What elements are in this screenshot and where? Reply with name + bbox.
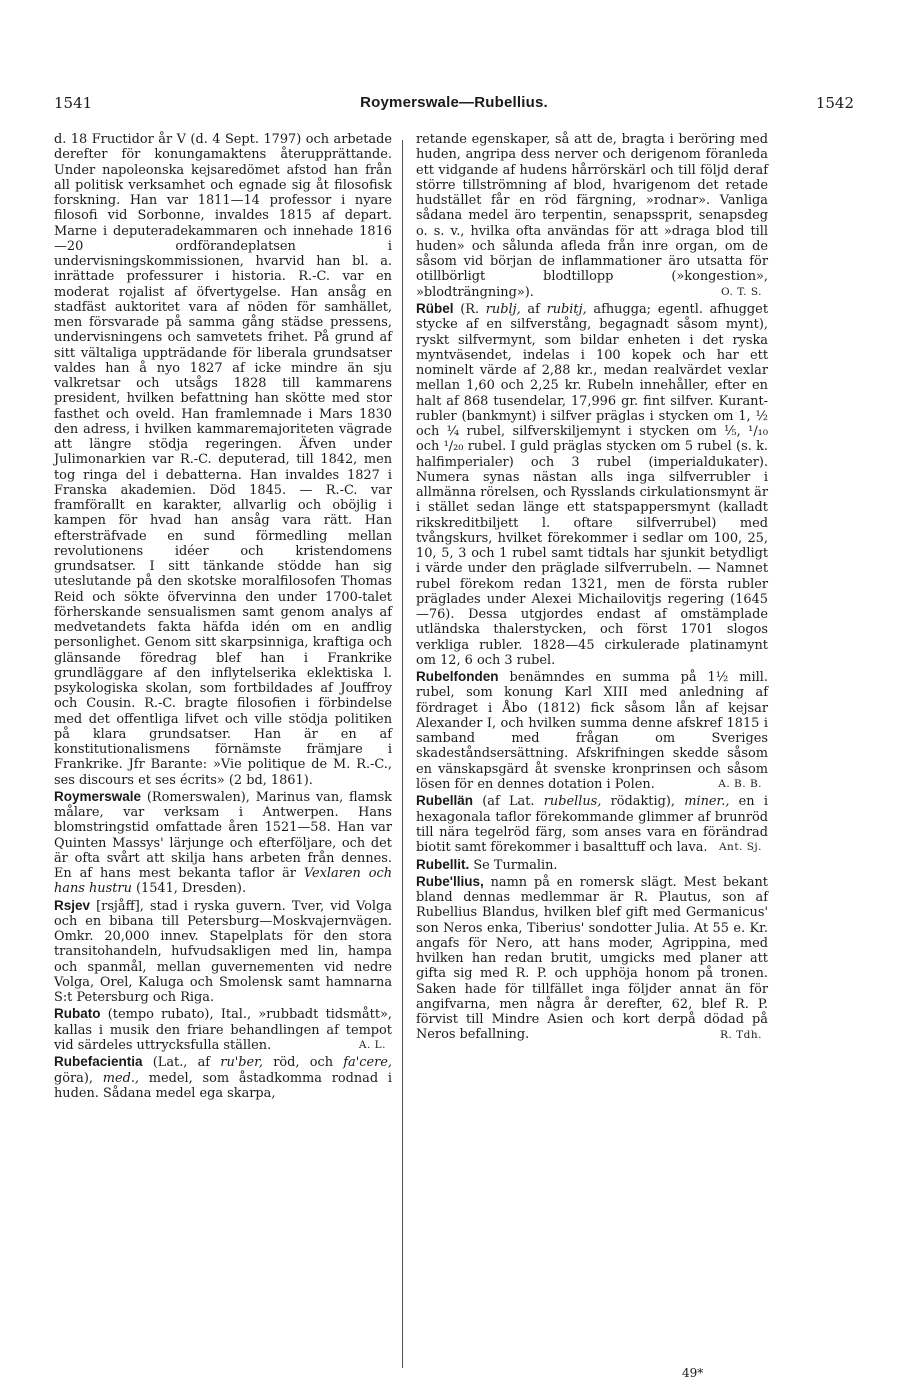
entry-rubelfonden: Rubelfonden benämndes en summa på 1½ mill. rubel, som konung Karl XIII med anledning af fördraget i Åbo (1812) fick såsom lån af kejsar Alexander I, och hvilken summa denne afskref 1815 i samband med frågan om Sveriges skadeståndsersättning. Afskrifningen skedde såsom en vänskapsgärd åt svenske kronprinsen och såsom lösen för en dennes dotation i Polen. A. B. B.	[416, 669, 768, 792]
page-number-right: 1542	[815, 94, 854, 112]
entry-rubellan: Rubellän (af Lat. rubellus, rödaktig), miner., en i hexagonala taflor förekommande glimmer af brunröd till nära tegelröd färg, som anses vara en förändrad biotit samt förekommer i basalttuff och lava. Ant. Sj.	[416, 793, 768, 855]
entry-rsjev: Rsjev [rsjåff], stad i ryska guvern. Tver, vid Volga och en bibana till Petersburg—Moskvajernvägen. Omkr. 20,000 innev. Stapelplats för den stora transitohandeln, hufvudsakligen med lin, hampa och spanmål, mellan guvernementen vid nedre Volga, Orel, Kaluga och Smolensk samt hamnarna S:t Petersburg och Riga.	[54, 897, 392, 1005]
author-signature: A. L.	[358, 1039, 386, 1051]
author-signature: A. B. B.	[718, 778, 762, 790]
author-signature: Ant. Sj.	[718, 841, 762, 854]
sheet-signature: 49*	[682, 1366, 704, 1380]
headword: Rubefacientia	[54, 1054, 143, 1070]
right-column	[416, 132, 768, 1043]
entry-continuation: retande egenskaper, så att de, bragta i beröring med huden, angripa dess nerver och derigenom föranleda ett vidgande af hudens hårrörskärl och till följd deraf större tillströmning af blod, hvarigenom det retade hudstället får en röd färgning, »rodnar». Vanliga sådana medel äro terpentin, senapssprit, senapsdeg o. s. v., hvilka ofta användas för att »draga blod till huden» och sålunda afleda från inre organ, om de såsom vid början de inflammationer äro utsatta för otillbörligt blodtillopp (»kongestion», »blodträngning»). O. T. S.	[416, 132, 768, 300]
page-number-left: 1541	[54, 94, 93, 112]
headword: Rubellän	[416, 793, 474, 809]
author-signature: R. Tdh.	[720, 1028, 762, 1041]
headword: Roymerswale	[54, 788, 142, 804]
entry-rubefacientia: Rubefacientia (Lat., af ru'ber, röd, och fa'cere, göra), med., medel, som åstadkomma rodnad i huden. Sådana medel ega skarpa,	[54, 1054, 392, 1101]
page-header	[54, 94, 854, 118]
author-signature: O. T. S.	[721, 285, 762, 298]
column-divider	[402, 140, 403, 1368]
running-title: Roymerswale—Rubellius.	[360, 94, 548, 111]
entry-rubellius: Rube'llius, namn på en romersk slägt. Mest bekant bland dennas medlemmar är R. Plautus, son af Rubellius Blandus, hvilken blef gift med Germanicus' son Neros enka, Tiberius' sondotter Julia. At 55 e. Kr. angafs för Nero, att hans moder, Agrippina, med hvilken han redan brutit, umgicks med planer att gifta sig med R. P. och upphöja honom på tronen. Saken hade för tillfället inga följder annat än för angifvarna, men några år derefter, 62, blef R. P. förvist till Mindre Asien och kort derpå dödad på Neros befallning. R. Tdh.	[416, 873, 768, 1043]
headword: Rübel	[416, 301, 454, 316]
entry-rubellit: Rubellit. Se Turmalin.	[416, 856, 558, 873]
headword: Rubato	[54, 1006, 101, 1022]
headword: Rsjev	[54, 897, 91, 913]
entry-continuation: d. 18 Fructidor år V (d. 4 Sept. 1797) och arbetade derefter för konungamaktens återupprättande. Under napoleonska kejsaredömet afstod han från all politisk verksamhet och egnade sig åt filosofisk forskning. Han var 1811—14 professor i nyare filosofi vid Sorbonne, invaldes 1815 af depart. Marne i deputeradekammaren och innehade 1816—20 ordförandeplatsen i undervisningskommissionen, hvarvid han bl. a. inrättade professurer i historia. R.-C. var en moderat rojalist af öfvertygelse. Han ansåg en stadfäst auktoritet vara af nöden för samhället, men försvarade på samma gång städse pressens, undervisningens och samvetets frihet. På grund af sitt vältaliga uppträdande för liberala grundsatser valdes han å nyo 1827 af icke mindre än sju valkretsar och utsågs 1828 till kammarens president, hvilken befattning han skötte med stor fasthet och oveld. Han framlemnade i Mars 1830 den adress, i hvilken kammaremajoriteten vägrade att längre stödja regeringen. Äfven under Julimonarkien var R.-C. deputerad, till 1842, men tog ringa del i debatterna. Han invaldes 1827 i Franska akademien. Död 1845. — R.-C. var framförallt en karakter, allvarlig och oböjlig i kampen för hvad han ansåg vara rätt. Han eftersträfvade en sund förmedling mellan revolutionens idéer och kristendomens grundsatser. I sitt tänkande stödde han sig uteslutande på den skotske moralfilosofen Thomas Reid och sökte öfvervinna den under 1700-talet förherskande sensualismen samt genom analys af medvetandets fakta häfda idén om en andlig personlighet. Genom sitt skarpsinniga, kraftiga och glänsande föredrag blef han i Frankrike grundläggare af den inflytelserika eklektiska l. psykologiska skolan, som fortbildades af Jouffroy och Cousin. R.-C. bragte filosofien i förbindelse med det offentliga lifvet och ville stödja politiken på klara grundsatser. Han är en af konstitutionalismens förnämste främjare i Frankrike. Jfr Barante: »Vie politique de M. R.-C., ses discours et ses écrits» (2 bd, 1861).	[54, 132, 392, 788]
headword: Rubelfonden	[416, 669, 499, 684]
entry-rubel: Rübel (R. rublj, af rubitj, afhugga; egentl. afhugget stycke af en silfverstång, begagnadt såsom mynt), ryskt silfvermynt, som bildar enheten i det ryska myntväsendet, indelas i 100 kopek och har ett nominelt värde af 2,88 kr., medan realvärdet vexlar mellan 1,60 och 2,25 kr. Rubeln innehåller, efter en halt af 868 tusendelar, 17,996 gr. fint silfver. Kurant-rubler (bankmynt) i silfver präglas i stycken om 1, ½ och ¼ rubel, silfverskiljemynt i stycken om ⅕, ¹/₁₀ och ¹/₂₀ rubel. I guld präglas stycken om 5 rubel (s. k. halfimperialer) och 3 rubel (imperialdukater). Numera synas nästan alls inga silfverrubler i allmänna rörelsen, och Rysslands cirkulationsmynt är i stället sedan länge ett statspappersmynt (kalladt rikskreditbiljett l. oftare silfverrubel) med tvångskurs, hvilket förekommer i sedlar om 100, 25, 10, 5, 3 och 1 rubel samt tidtals har sjunkit betydligt i värde under den präglade silfverrubeln. — Namnet rubel förekom redan 1321, men de första rubler präglades under Alexei Michailovitjs regering (1645—76). Dessa utgjordes endast af omstämplade utländska thalerstycken, och först 1701 slogos verkliga rubler. 1828—45 cirkulerade platinamynt om 12, 6 och 3 rubel.	[416, 301, 768, 668]
entry-roymerswale: Roymerswale (Romerswalen), Marinus van, flamsk målare, var verksam i Antwerpen. Hans blomstringstid omfattade åren 1521—58. Han var Quinten Massys' lärjunge och efterföljare, och det är ofta svårt att skilja hans arbeten från dennes. En af hans mest bekanta taflor är Vexlaren och hans hustru (1541, Dresden).	[54, 788, 392, 897]
left-column	[54, 132, 392, 1101]
entry-rubato: Rubato (tempo rubato), Ital., »rubbadt tidsmått», kallas i musik den friare behandlingen af tempot vid särdeles uttrycksfulla ställen. A. L.	[54, 1006, 392, 1053]
headword: Rube'llius,	[416, 873, 484, 889]
headword: Rubellit.	[416, 856, 470, 872]
